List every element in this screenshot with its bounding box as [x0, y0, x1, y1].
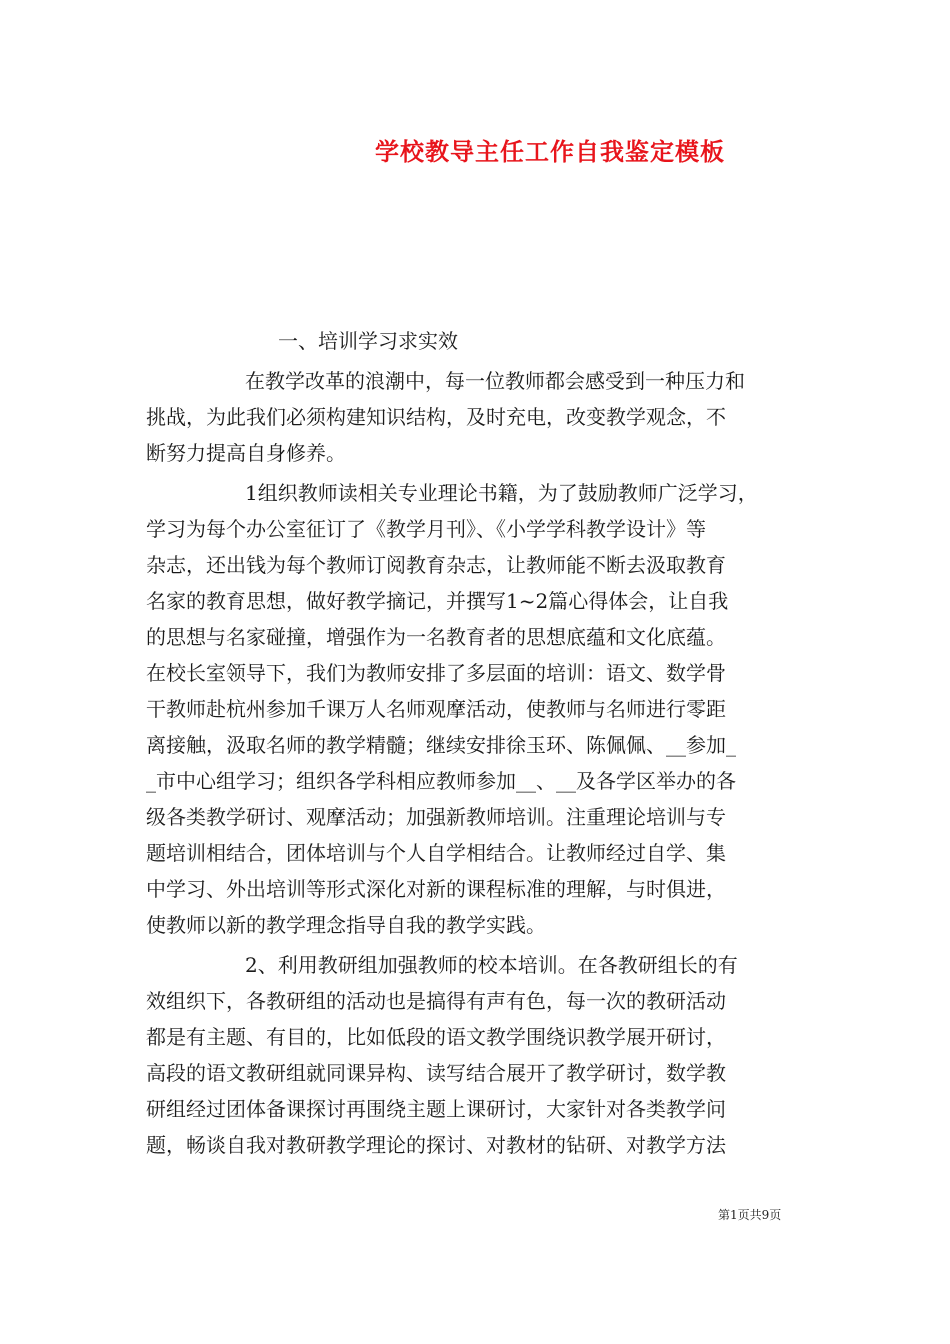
- paragraph-line: 干教师赴杭州参加千课万人名师观摩活动，使教师与名师进行零距: [146, 697, 726, 721]
- paragraph-line: 研组经过团体备课探讨再围绕主题上课研讨，大家针对各类教学问: [146, 1097, 726, 1121]
- paragraph-line: 中学习、外出培训等形式深化对新的课程标准的理解，与时俱进，: [146, 877, 726, 901]
- paragraph-line: 使教师以新的教学理念指导自我的教学实践。: [146, 913, 546, 937]
- paragraph-line: _市中心组学习；组织各学科相应教师参加__、__及各学区举办的各: [146, 769, 736, 793]
- paragraph-line: 在校长室领导下，我们为教师安排了多层面的培训：语文、数学骨: [146, 661, 726, 685]
- paragraph-line: 高段的语文教研组就同课异构、读写结合展开了教学研讨，数学教: [146, 1061, 726, 1085]
- paragraph-line: 挑战，为此我们必须构建知识结构，及时充电，改变教学观念，不: [146, 405, 726, 429]
- paragraph-line: 级各类教学研讨、观摩活动；加强新教师培训。注重理论培训与专: [146, 805, 726, 829]
- paragraph-line: 效组织下，各教研组的活动也是搞得有声有色，每一次的教研活动: [146, 989, 726, 1013]
- paragraph-line: 的思想与名家碰撞，增强作为一名教育者的思想底蕴和文化底蕴。: [146, 625, 726, 649]
- paragraph-line: 杂志，还出钱为每个教师订阅教育杂志，让教师能不断去汲取教育: [146, 553, 726, 577]
- paragraph-line: 在教学改革的浪潮中，每一位教师都会感受到一种压力和: [245, 369, 745, 393]
- document-title: 学校教导主任工作自我鉴定模板: [375, 137, 725, 166]
- paragraph-line: 2、利用教研组加强教师的校本培训。在各教研组长的有: [245, 953, 738, 977]
- paragraph-line: 断努力提高自身修养。: [146, 441, 346, 465]
- paragraph-line: 名家的教育思想，做好教学摘记，并撰写1~2篇心得体会，让自我: [146, 589, 729, 613]
- heading-section-1: 一、培训学习求实效: [278, 329, 458, 353]
- paragraph-line: 1组织教师读相关专业理论书籍，为了鼓励教师广泛学习，: [245, 481, 758, 505]
- paragraph-line: 题培训相结合，团体培训与个人自学相结合。让教师经过自学、集: [146, 841, 726, 865]
- paragraph-line: 学习为每个办公室征订了《教学月刊》、《小学学科教学设计》等: [146, 517, 706, 541]
- page-number: 第1页共9页: [718, 1208, 782, 1222]
- paragraph-line: 离接触，汲取名师的教学精髓；继续安排徐玉环、陈佩佩、__参加_: [146, 733, 736, 757]
- paragraph-line: 都是有主题、有目的，比如低段的语文教学围绕识教学展开研讨，: [146, 1025, 726, 1049]
- paragraph-line: 题，畅谈自我对教研教学理论的探讨、对教材的钻研、对教学方法: [146, 1133, 726, 1157]
